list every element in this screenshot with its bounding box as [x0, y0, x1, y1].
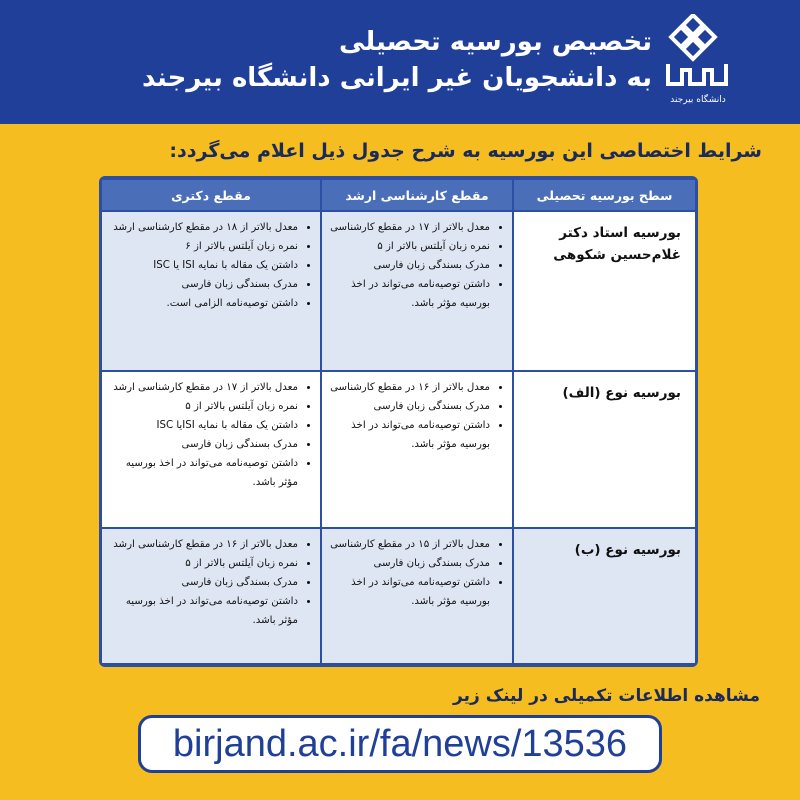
list-item: • معدل بالاتر از ۱۸ در مقطع کارشناسی ارشد: [108, 218, 298, 237]
list-item: • معدل بالاتر از ۱۷ در مقطع کارشناسی: [328, 218, 490, 237]
list-item: • داشتن توصیه‌نامه می‌تواند در اخذ بورسیه مؤثر باشد.: [328, 275, 490, 313]
list-item: • مدرک بسندگی زبان فارسی: [108, 275, 298, 294]
list-item: • معدل بالاتر از ۱۶ در مقطع کارشناسی ارشد: [108, 535, 298, 554]
list-item: • معدل بالاتر از ۱۷ در مقطع کارشناسی ارشد: [108, 378, 298, 397]
more-info-text: مشاهده اطلاعات تکمیلی در لینک زیر: [453, 686, 760, 706]
row-3-phd-cell: [102, 529, 320, 663]
page-title-line-2: به دانشجویان غیر ایرانی دانشگاه بیرجند: [141, 63, 652, 93]
list-item: • مدرک بسندگی زبان فارسی: [328, 554, 490, 573]
list-item: • معدل بالاتر از ۱۵ در مقطع کارشناسی: [328, 535, 490, 554]
scholarship-table: [102, 180, 695, 663]
list-item: • داشتن توصیه‌نامه می‌تواند در اخذ بورسیه مؤثر باشد.: [108, 454, 298, 492]
header-level: سطح بورسیه تحصیلی: [514, 180, 695, 210]
row-3-label-cell: [514, 529, 695, 663]
title-block: [40, 24, 652, 96]
list-item: • نمره زبان آیلتس بالاتر از ۶: [108, 237, 298, 256]
row-1-label: بورسیه استاد دکتر غلام‌حسین شکوهی: [553, 225, 681, 263]
row-2-label-cell: [514, 372, 695, 527]
list-item: • مدرک بسندگی زبان فارسی: [328, 397, 490, 416]
news-link[interactable]: birjand.ac.ir/fa/news/13536: [172, 722, 628, 765]
row-2-masters-cell: [322, 372, 512, 527]
list-item: • داشتن یک مقاله با نمایه ISI یا ISC: [108, 256, 298, 275]
list-item: • مدرک بسندگی زبان فارسی: [108, 573, 298, 592]
row-3-masters-cell: [322, 529, 512, 663]
list-item: • داشتن توصیه‌نامه می‌تواند در اخذ بورسیه مؤثر باشد.: [328, 573, 490, 611]
list-item: • نمره زبان آیلتس بالاتر از ۵: [108, 554, 298, 573]
row-3-label: بورسیه نوع (ب): [574, 542, 681, 558]
list-item: • داشتن توصیه‌نامه می‌تواند در اخذ بورسیه مؤثر باشد.: [108, 592, 298, 630]
list-item: • داشتن توصیه‌نامه الزامی است.: [108, 294, 298, 313]
row-1-masters-cell: [322, 212, 512, 370]
header-phd: مقطع دکتری: [102, 180, 320, 210]
list-item: • داشتن یک مقاله با نمایه ISIیا ISC: [108, 416, 298, 435]
logo-caption: دانشگاه بیرجند: [670, 95, 726, 105]
list-item: • معدل بالاتر از ۱۶ در مقطع کارشناسی: [328, 378, 490, 397]
list-item: • نمره زبان آیلتس بالاتر از ۵: [108, 397, 298, 416]
row-2-label: بورسیه نوع (الف): [562, 385, 681, 401]
row-1-label-cell: [514, 212, 695, 370]
row-2-phd-cell: [102, 372, 320, 527]
header-banner: [0, 0, 800, 124]
news-link-box[interactable]: [138, 715, 662, 773]
header-masters: مقطع کارشناسی ارشد: [322, 180, 512, 210]
list-item: • مدرک بسندگی زبان فارسی: [108, 435, 298, 454]
list-item: • نمره زبان آیلتس بالاتر از ۵: [328, 237, 490, 256]
intro-text: شرایط اختصاصی این بورسیه به شرح جدول ذیل اعلام می‌گردد:: [169, 140, 762, 162]
list-item: • داشتن توصیه‌نامه می‌تواند در اخذ بورسیه مؤثر باشد.: [328, 416, 490, 454]
page-title-line-1: تخصیص بورسیه تحصیلی: [339, 27, 652, 57]
row-1-phd-cell: [102, 212, 320, 370]
university-logo-icon: [660, 14, 736, 110]
list-item: • مدرک بسندگی زبان فارسی: [328, 256, 490, 275]
